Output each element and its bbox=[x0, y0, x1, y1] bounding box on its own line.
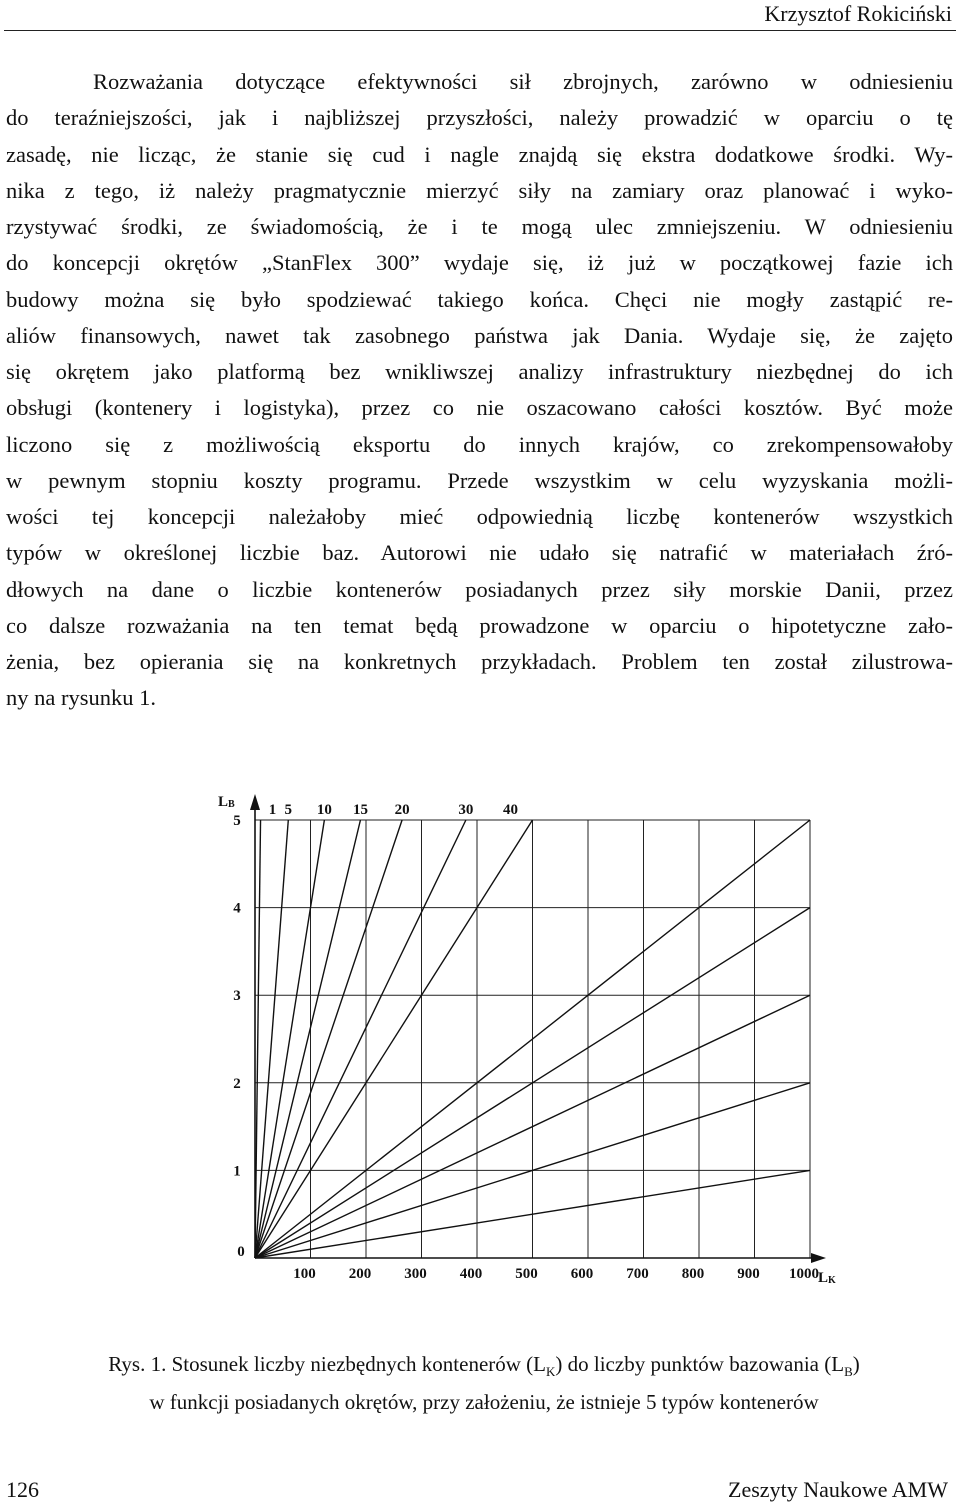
x-tick-label: 800 bbox=[681, 1266, 705, 1282]
x-tick-label: 600 bbox=[570, 1266, 594, 1282]
journal-name: Zeszyty Naukowe AMW bbox=[728, 1477, 948, 1502]
paragraph-line: typów w określonej liczbie baz. Autorowi nie udało się natrafić w materiałach źró- bbox=[6, 540, 953, 566]
paragraph-line: wości tej koncepcji należałoby mieć odpowiednią liczbę kontenerów wszystkich bbox=[6, 504, 953, 529]
figure-caption bbox=[24, 1349, 944, 1417]
paragraph-line: zasadę, nie licząc, że stanie się cud i nagle znajdą się ekstra dodatkowe środki. Wy- bbox=[6, 141, 953, 167]
series-label: 20 bbox=[394, 802, 410, 818]
x-tick-label: 100 bbox=[293, 1266, 316, 1282]
x-tick-label: 200 bbox=[348, 1266, 372, 1282]
paragraph-line: nika z tego, iż należy pragmatycznie mierzyć siły na zamiary oraz planować i wyko- bbox=[6, 177, 953, 203]
paragraph-line: w pewnym stopniu koszty programu. Przede wszystkim w celu wyzyskania możli- bbox=[6, 467, 953, 493]
paragraph-line: obsługi (kontenery i logistyka), przez co nie oszacowano całości kosztów. Być może bbox=[6, 395, 953, 421]
header-author: Krzysztof Rokiciński bbox=[764, 1, 952, 26]
paragraph-line: do teraźniejszości, jak i najbliższej przyszłości, należy prowadzić w oparciu o tę bbox=[6, 105, 953, 131]
series-line bbox=[255, 820, 324, 1258]
figure-chart bbox=[205, 788, 835, 1298]
series-line bbox=[255, 820, 466, 1258]
y-axis-arrow bbox=[250, 794, 260, 810]
x-tick-label: 400 bbox=[459, 1266, 483, 1282]
header-rule bbox=[4, 30, 956, 31]
page-number: 126 bbox=[6, 1477, 39, 1502]
series-label: 1 bbox=[268, 802, 277, 818]
x-tick-label: 300 bbox=[404, 1266, 427, 1282]
y-axis-label-main: L bbox=[218, 794, 229, 810]
caption-line-1 bbox=[24, 1349, 944, 1387]
y-tick-label: 5 bbox=[233, 813, 241, 829]
x-axis-label-sub: K bbox=[828, 1275, 836, 1286]
series-label: 5 bbox=[284, 802, 293, 818]
x-axis-label-main: L bbox=[818, 1270, 829, 1286]
paragraph-line: dłowych na dane o liczbie kontenerów posiadanych przez siły morskie Danii, przez bbox=[6, 576, 953, 602]
caption-line-2: w funkcji posiadanych okrętów, przy założeniu, że istnieje 5 typów kontenerów bbox=[149, 1390, 819, 1415]
series-label: 40 bbox=[503, 802, 518, 818]
x-tick-label: 1000 bbox=[789, 1266, 819, 1282]
series-label: 10 bbox=[316, 802, 332, 818]
series-line bbox=[255, 820, 360, 1258]
series-label: 30 bbox=[458, 802, 474, 818]
y-tick-label: 4 bbox=[233, 900, 241, 917]
paragraph-line: aliów finansowych, nawet tak zasobnego państwa jak Dania. Wydaje się, że zajęto bbox=[6, 322, 953, 348]
caption-middle: ) do liczby punktów bazowania (L bbox=[555, 1352, 845, 1376]
caption-subscript-b: B bbox=[844, 1364, 853, 1380]
x-tick-label: 500 bbox=[515, 1266, 538, 1282]
y-tick-label: 1 bbox=[233, 1163, 241, 1180]
caption-subscript-k: K bbox=[546, 1364, 556, 1380]
series-label: 15 bbox=[352, 802, 368, 818]
paragraph-line: rzystywać środki, ze świadomością, że i te mogą ulec zmniejszeniu. W odniesieniu bbox=[6, 214, 953, 239]
chart-svg bbox=[205, 788, 835, 1298]
origin-label: 0 bbox=[237, 1244, 245, 1260]
paragraph-line: liczono się z możliwością eksportu do innych krajów, co zrekompensowałoby bbox=[6, 431, 953, 457]
running-header bbox=[0, 0, 960, 34]
paragraph-line: ny na rysunku 1. bbox=[6, 685, 156, 711]
x-axis-arrow bbox=[811, 1253, 826, 1263]
y-axis-label bbox=[218, 794, 235, 810]
paragraph-line: co dalsze rozważania na ten temat będą prowadzone w oparciu o hipotetyczne zało- bbox=[6, 612, 953, 638]
y-axis-label-sub: B bbox=[228, 799, 235, 810]
body-paragraph bbox=[6, 64, 953, 717]
paragraph-line: żenia, bez opierania się na konkretnych przykładach. Problem ten został zilustrowa- bbox=[6, 649, 953, 674]
x-axis-label bbox=[818, 1270, 836, 1286]
paragraph-line: Rozważania dotyczące efektywności sił zbrojnych, zarówno w odniesieniu bbox=[93, 69, 953, 94]
y-tick-label: 3 bbox=[233, 988, 241, 1005]
paragraph-line: do koncepcji okrętów „StanFlex 300” wydaje się, iż już w początkowej fazie ich bbox=[6, 250, 953, 276]
y-tick-label: 2 bbox=[233, 1075, 241, 1092]
x-tick-label: 900 bbox=[737, 1266, 760, 1282]
series-line bbox=[255, 820, 402, 1258]
paragraph-line: budowy można się było spodziewać takiego końca. Chęci nie mogły zastąpić re- bbox=[6, 286, 953, 312]
x-tick-label: 700 bbox=[626, 1266, 649, 1282]
paragraph-line: się okrętem jako platformą bez wnikliwszej analizy infrastruktury niezbędnej do ich bbox=[6, 359, 953, 384]
caption-prefix: Rys. 1. Stosunek liczby niezbędnych kontenerów (L bbox=[108, 1352, 546, 1376]
caption-suffix: ) bbox=[852, 1352, 860, 1376]
